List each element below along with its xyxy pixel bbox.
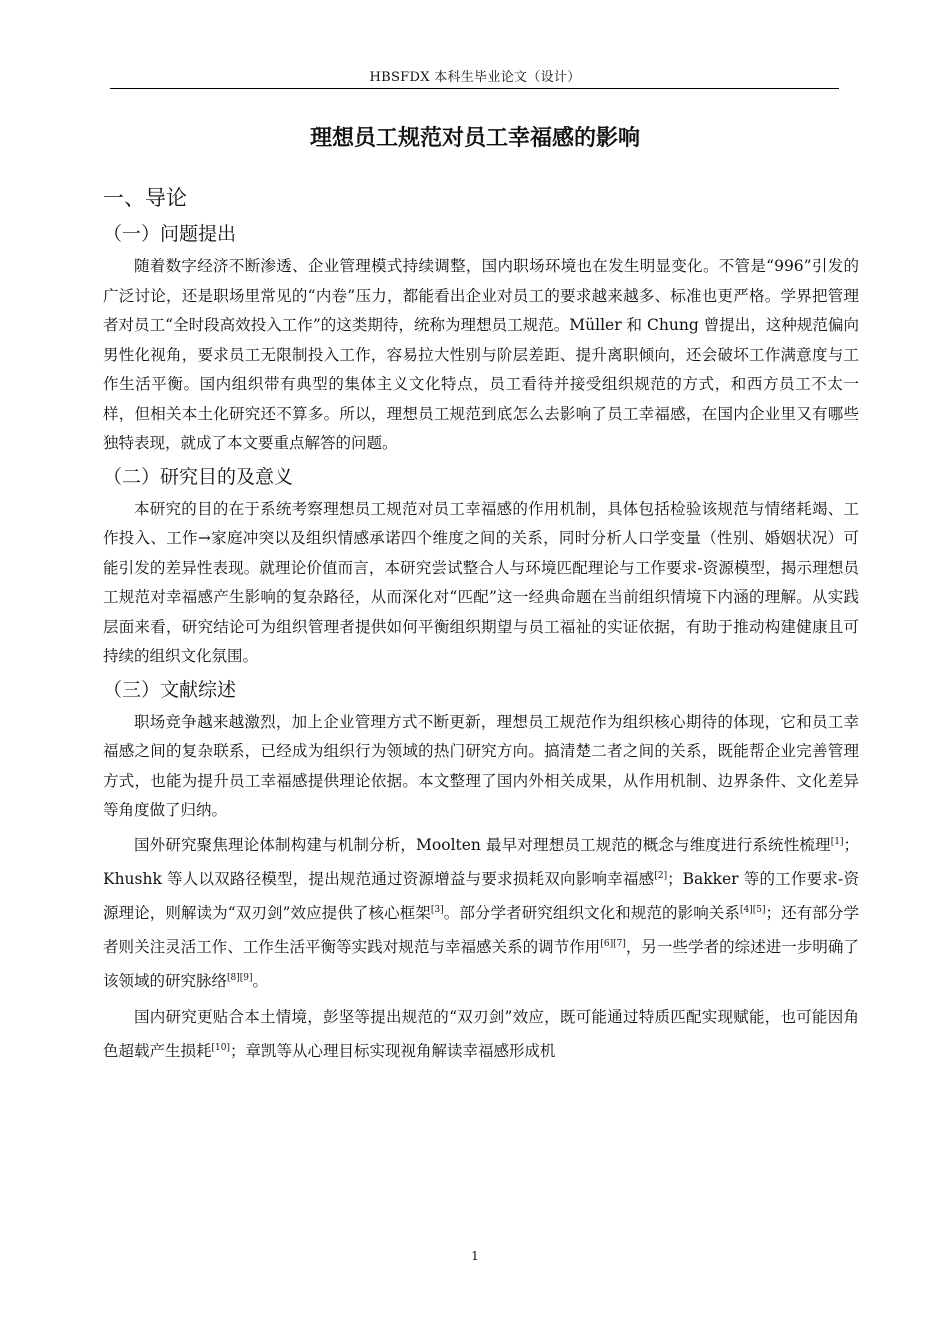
paragraph-literature-foreign: [103, 828, 859, 998]
section-heading-introduction: 一、导论: [103, 186, 187, 210]
paragraph-literature-domestic: [103, 1000, 859, 1068]
header-divider: [110, 88, 839, 89]
text-segment: ，另一些学者的综述进一步明确了该领域的研究脉络: [103, 937, 859, 990]
citation: [1]: [830, 836, 844, 847]
paragraph-literature-intro: 职场竞争越来越激烈，加上企业管理方式不断更新，理想员工规范作为组织核心期待的体现，它和员工幸福感之间的复杂联系，已经成为组织行为领域的热门研究方向。搞清楚二者之间的关系，既能帮企业完善管理方式，也能为提升员工幸福感提供理论依据。本文整理了国内外相关成果，从作用机制、边界条件、文化差异等角度做了归纳。: [103, 712, 859, 819]
paper-title: 理想员工规范对员工幸福感的影响: [309, 126, 640, 151]
paragraph-problem: 随着数字经济不断渗透、企业管理模式持续调整，国内职场环境也在发生明显变化。不管是“996”引发的广泛讨论，还是职场里常见的“内卷”压力，都能看出企业对员工的要求越来越多、标准也更严格。学界把管理者对员工“全时段高效投入工作”的这类期待，统称为理想员工规范。Müller 和 Chung 曾提出，这种规范偏向男性化视角，要求员工无限制投入工作，容易拉大性别与阶层差距、提升离职倾向，还会破坏工作满意度与工作生活平衡。国内组织带有典型的集体主义文化特点，员工看待并接受组织规范的方式，和西方员工不太一样，但相关本土化研究还不算多。所以，理想员工规范到底怎么去影响了员工幸福感，在国内企业里又有哪些独特表现，就成了本文要重点解答的问题。: [103, 257, 859, 452]
text-segment: ；章凯等从心理目标实现视角解读幸福感形成机: [230, 1041, 556, 1060]
subsection-heading-problem: （一）问题提出: [103, 223, 237, 245]
text-segment: 。部分学者研究组织文化和规范的影响关系: [443, 903, 740, 922]
citation: [3]: [430, 904, 444, 915]
text-segment: ；Khushk 等人以双路径模型，提出规范通过资源增益与要求损耗双向影响幸福感: [103, 835, 859, 888]
citation: [8][9]: [227, 972, 253, 983]
text-segment: ；还有部分学者则关注灵活工作、工作生活平衡等实践对规范与幸福感关系的调节作用: [103, 903, 859, 956]
citation: [4][5]: [740, 904, 766, 915]
subsection-heading-purpose: （二）研究目的及意义: [103, 465, 294, 488]
subsection-heading-literature: （三）文献综述: [103, 678, 237, 701]
paragraph-purpose: 本研究的目的在于系统考察理想员工规范对员工幸福感的作用机制，具体包括检验该规范与情绪耗竭、工作投入、工作→家庭冲突以及组织情感承诺四个维度之间的关系，同时分析人口学变量（性别、婚姻状况）可能引发的差异性表现。就理论价值而言，本研究尝试整合人与环境匹配理论与工作要求-资源模型，揭示理想员工规范对幸福感产生影响的复杂路径，从而深化对“匹配”这一经典命题在当前组织情境下内涵的理解。从实践层面来看，研究结论可为组织管理者提供如何平衡组织期望与员工福祉的实证依据，有助于推动构建健康且可持续的组织文化氛围。: [103, 499, 859, 665]
text-segment: 。: [252, 971, 269, 990]
page-header: HBSFDX 本科生毕业论文（设计）: [369, 70, 581, 85]
citation: [2]: [654, 870, 668, 881]
text-segment: 国内研究更贴合本土情境，彭坚等提出规范的“双刃剑”效应，既可能通过特质匹配实现赋能，也可能因角色超载产生损耗: [103, 1007, 859, 1060]
citation: [10]: [211, 1042, 230, 1053]
text-segment: ；Bakker 等的工作要求-资源理论，则解读为“双刃剑”效应提供了核心框架: [103, 869, 859, 922]
text-segment: 国外研究聚焦理论体制构建与机制分析，Moolten 最早对理想员工规范的概念与维度进行系统性梳理: [134, 835, 831, 854]
page-number: 1: [471, 1249, 479, 1263]
body-content: [103, 180, 859, 1068]
citation: [6][7]: [600, 938, 626, 949]
